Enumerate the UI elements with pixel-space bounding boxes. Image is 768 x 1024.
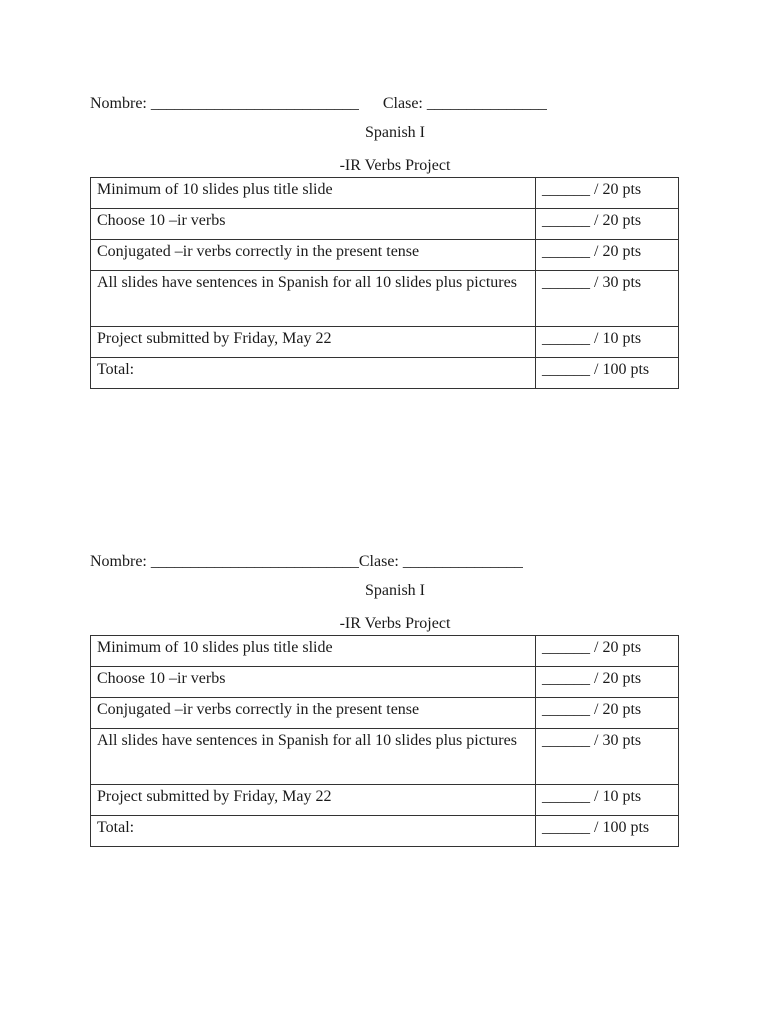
- table-row: [91, 327, 679, 358]
- criterion-cell: Total:: [91, 816, 536, 847]
- rubric-form-2: [90, 549, 680, 847]
- score-cell: ______ / 20 pts: [536, 667, 679, 698]
- score-cell: ______ / 20 pts: [536, 698, 679, 729]
- table-row: [91, 729, 679, 785]
- criterion-cell: Conjugated –ir verbs correctly in the present tense: [91, 698, 536, 729]
- score-cell: ______ / 10 pts: [536, 327, 679, 358]
- score-cell: ______ / 10 pts: [536, 785, 679, 816]
- rubric-table: [90, 635, 679, 847]
- table-row: [91, 358, 679, 389]
- criterion-cell: All slides have sentences in Spanish for all 10 slides plus pictures: [91, 271, 536, 327]
- table-row: [91, 785, 679, 816]
- score-cell: ______ / 30 pts: [536, 729, 679, 785]
- table-row: [91, 667, 679, 698]
- criterion-cell: Minimum of 10 slides plus title slide: [91, 636, 536, 667]
- name-class-line: Nombre: __________________________Clase: _______________: [90, 553, 523, 570]
- name-class-line: Nombre: __________________________ Clase: _______________: [90, 95, 547, 112]
- score-cell: ______ / 20 pts: [536, 209, 679, 240]
- rubric-form-1: [90, 91, 680, 389]
- table-row: [91, 271, 679, 327]
- score-cell: ______ / 100 pts: [536, 816, 679, 847]
- criterion-cell: Project submitted by Friday, May 22: [91, 327, 536, 358]
- project-title: -IR Verbs Project: [339, 157, 451, 174]
- table-row: [91, 209, 679, 240]
- table-row: [91, 636, 679, 667]
- criterion-cell: Total:: [91, 358, 536, 389]
- criterion-cell: Minimum of 10 slides plus title slide: [91, 178, 536, 209]
- score-cell: ______ / 30 pts: [536, 271, 679, 327]
- rubric-table: [90, 177, 679, 389]
- course-title: Spanish I: [365, 582, 425, 599]
- criterion-cell: All slides have sentences in Spanish for all 10 slides plus pictures: [91, 729, 536, 785]
- score-cell: ______ / 100 pts: [536, 358, 679, 389]
- criterion-cell: Project submitted by Friday, May 22: [91, 785, 536, 816]
- table-row: [91, 240, 679, 271]
- table-row: [91, 816, 679, 847]
- project-title: -IR Verbs Project: [339, 615, 451, 632]
- criterion-cell: Choose 10 –ir verbs: [91, 209, 536, 240]
- table-row: [91, 178, 679, 209]
- score-cell: ______ / 20 pts: [536, 636, 679, 667]
- course-title: Spanish I: [365, 124, 425, 141]
- criterion-cell: Choose 10 –ir verbs: [91, 667, 536, 698]
- score-cell: ______ / 20 pts: [536, 178, 679, 209]
- criterion-cell: Conjugated –ir verbs correctly in the present tense: [91, 240, 536, 271]
- table-row: [91, 698, 679, 729]
- score-cell: ______ / 20 pts: [536, 240, 679, 271]
